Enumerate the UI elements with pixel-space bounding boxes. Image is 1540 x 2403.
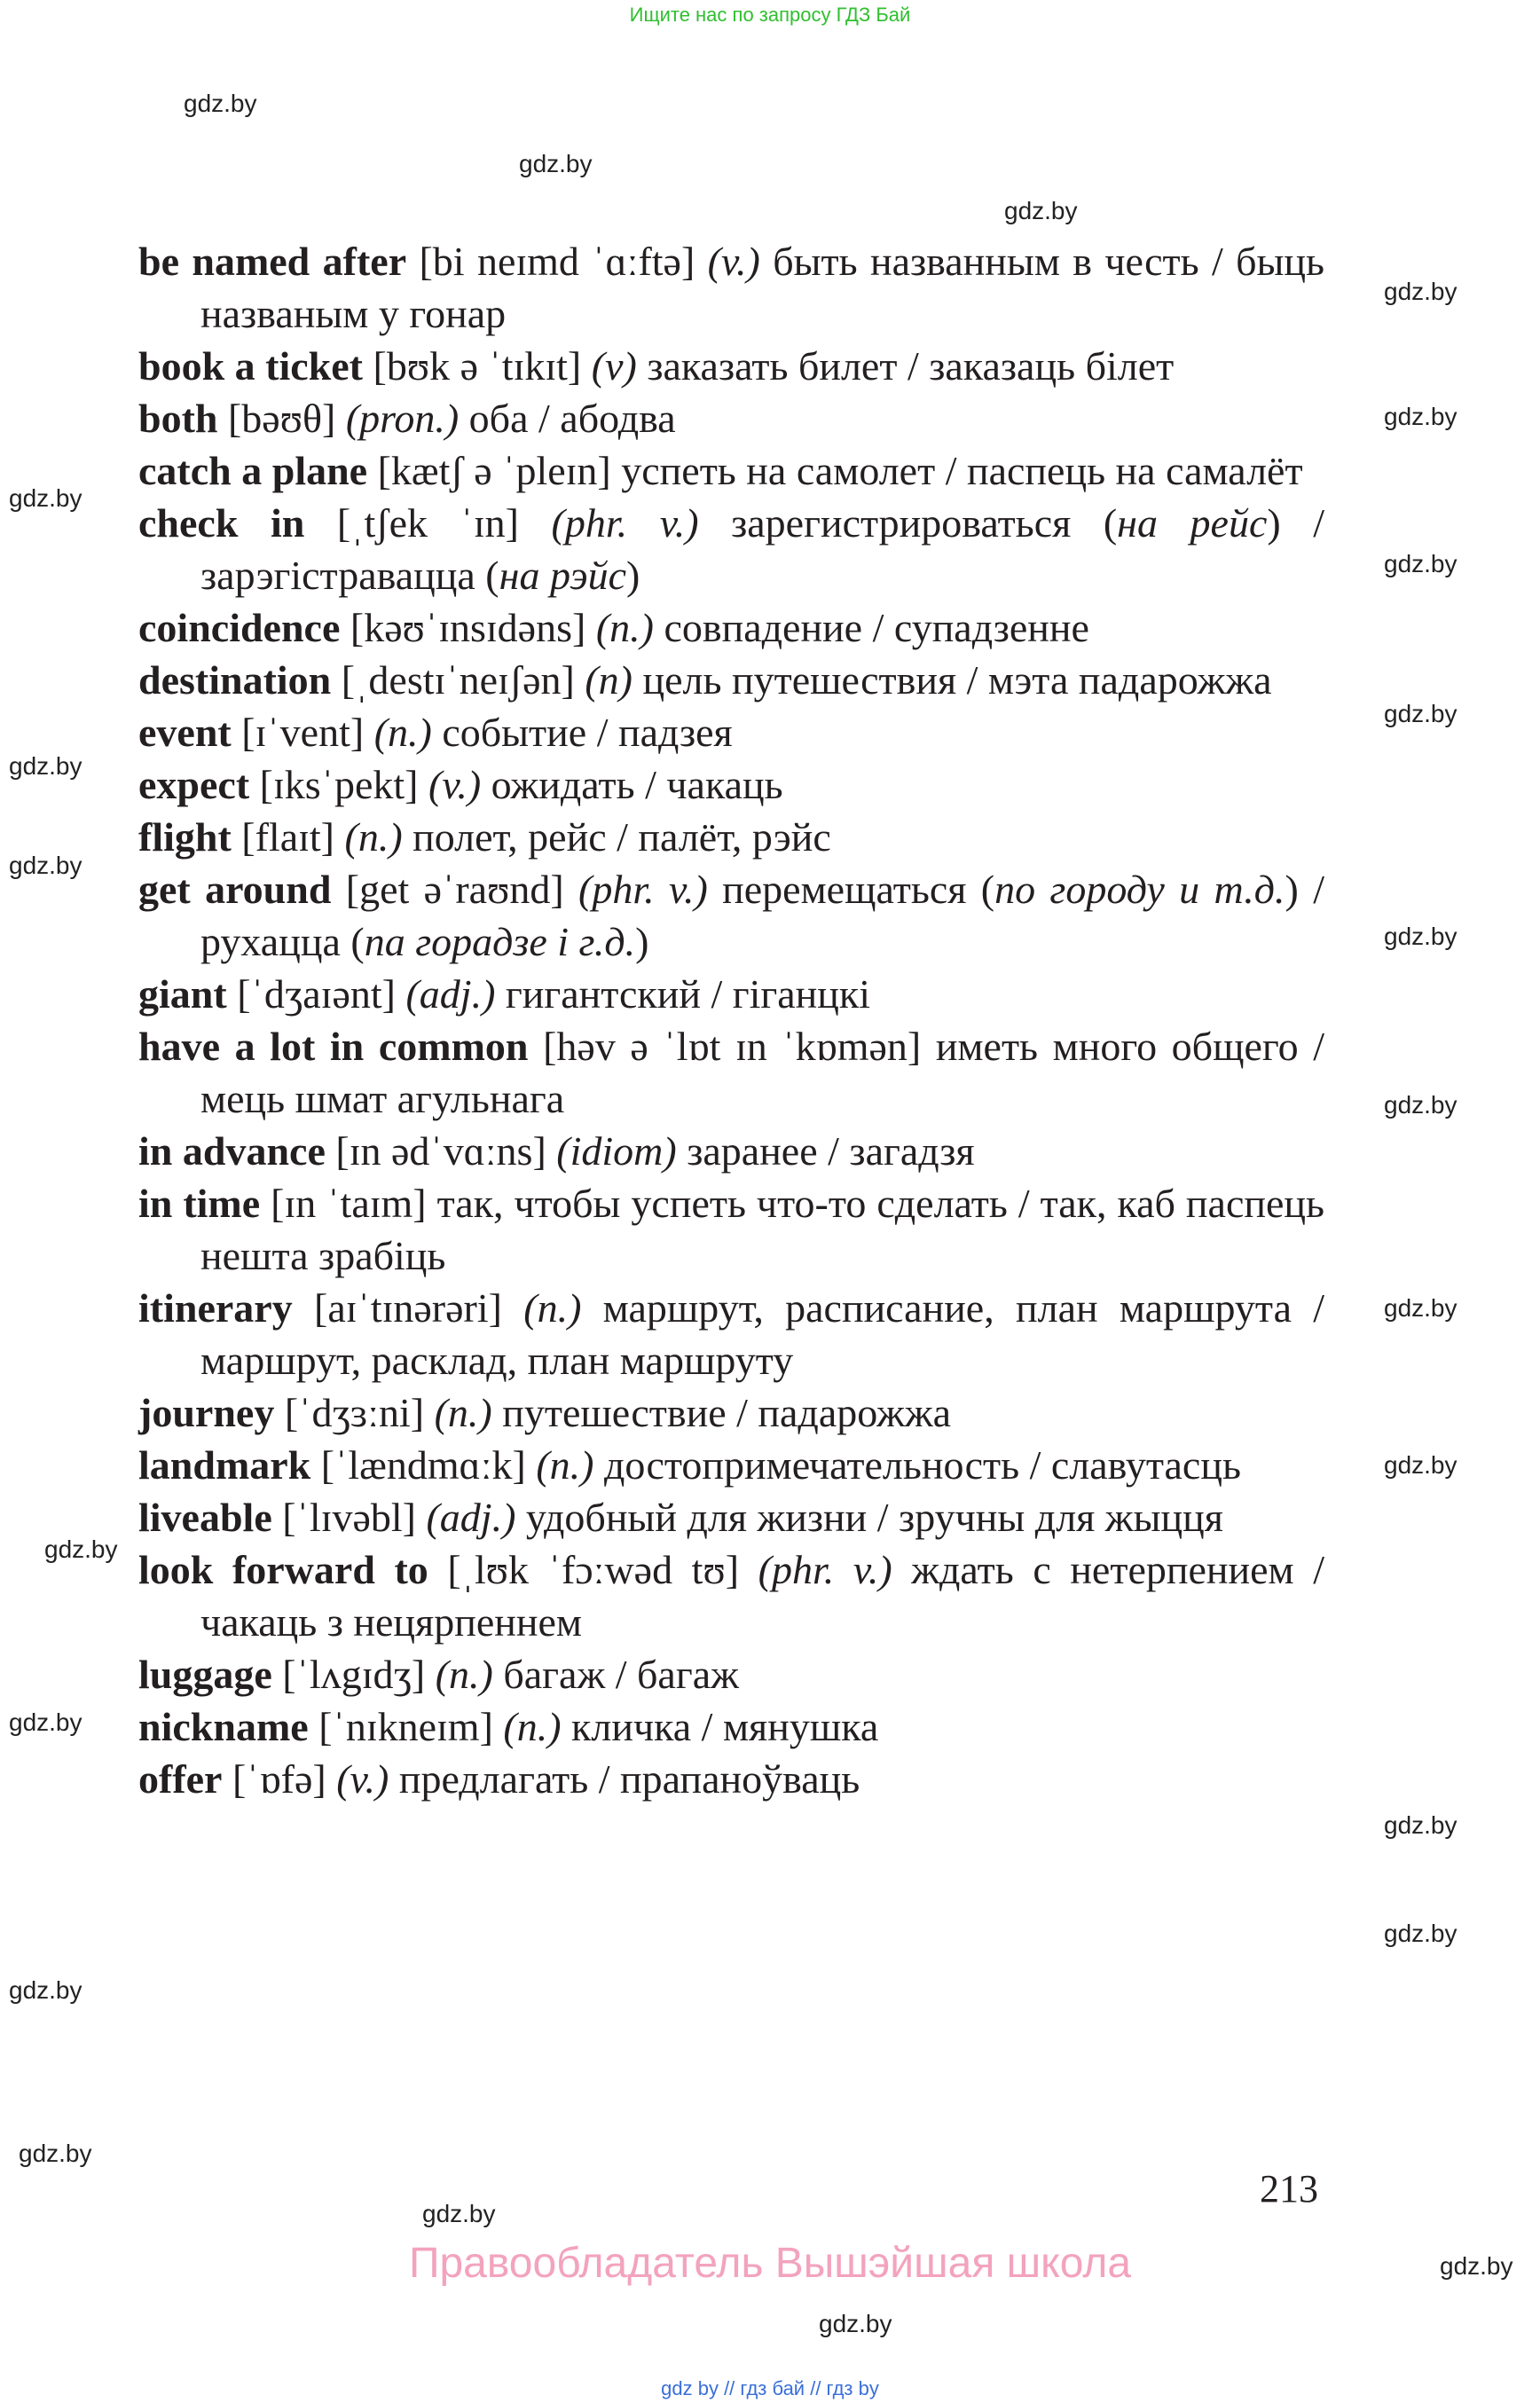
entry-transcription: [ˈlændmɑːk] <box>320 1442 526 1488</box>
watermark: gdz.by <box>9 852 82 879</box>
entry-part-of-speech: (v.) <box>707 239 760 284</box>
entry-translation: иметь много общего / мець шмат агульнага <box>200 1024 1325 1121</box>
entry-term: destination <box>138 657 332 703</box>
entry-translation: так, чтобы успеть что-то сделать / так, каб паспець нешта зрабіць <box>200 1181 1325 1278</box>
entry-part-of-speech: (n) <box>585 657 632 703</box>
glossary-entry <box>138 444 1324 497</box>
entry-translation: на рейс <box>1117 500 1268 546</box>
watermark: gdz.by <box>184 90 257 117</box>
entry-part-of-speech: (n.) <box>523 1285 582 1331</box>
top-banner: Ищите нас по запросу ГДЗ Бай <box>629 4 911 26</box>
entry-translation: достопримечательность / славутасць <box>603 1442 1241 1488</box>
watermark: gdz.by <box>1384 403 1458 430</box>
entry-translation: па горадзе і г.д. <box>364 919 636 964</box>
entry-part-of-speech: (n.) <box>344 814 403 860</box>
entry-translation: на рэйс <box>499 553 627 598</box>
watermark: gdz.by <box>9 1708 82 1736</box>
watermark: gdz.by <box>1384 923 1458 950</box>
glossary-entry <box>138 706 1324 758</box>
entry-translation: ) / зарэгістравацца ( <box>200 500 1325 598</box>
entry-translation: по городу и т.д. <box>994 867 1285 912</box>
entry-term: expect <box>138 762 250 807</box>
glossary-entry <box>138 601 1324 654</box>
watermark: gdz.by <box>1440 2252 1513 2280</box>
entry-term: luggage <box>138 1652 272 1697</box>
entry-transcription: [get əˈraʊnd] <box>345 867 564 912</box>
entry-translation: зарегистрироваться ( <box>731 500 1118 546</box>
entry-translation: предлагать / прапаноўваць <box>398 1756 860 1802</box>
entry-term: coincidence <box>138 605 341 650</box>
entry-translation: перемещаться ( <box>722 867 995 912</box>
entry-translation: ) <box>635 919 649 964</box>
watermark: gdz.by <box>44 1535 118 1563</box>
entry-transcription: [kætʃ ə ˈpleɪn] <box>377 448 611 493</box>
entry-translation: ожидать / чакаць <box>491 762 783 807</box>
entry-translation: цель путешествия / мэта падарожжа <box>642 657 1272 703</box>
entry-transcription: [ˈdʒaɪənt] <box>237 971 396 1017</box>
entry-translation: путешествие / падарожжа <box>502 1390 952 1435</box>
entry-transcription: [ɪn ədˈvɑːns] <box>335 1128 546 1174</box>
watermark: gdz.by <box>19 2140 92 2167</box>
bottom-site-line: gdz by // гдз бай // гдз by <box>661 2377 879 2399</box>
entry-translation: кличка / мянушка <box>571 1704 879 1749</box>
entry-translation: успеть на самолет / паспець на самалёт <box>621 448 1303 493</box>
entry-transcription: [kəʊˈɪnsɪdəns] <box>350 605 586 650</box>
glossary-entry <box>138 1439 1324 1491</box>
entry-term: event <box>138 710 232 755</box>
watermark: gdz.by <box>1384 1294 1458 1322</box>
watermark: gdz.by <box>1384 1811 1458 1839</box>
entry-transcription: [ˈdʒɜːni] <box>284 1390 425 1435</box>
watermark: gdz.by <box>9 1976 82 2004</box>
entry-part-of-speech: (v.) <box>428 762 482 807</box>
entry-part-of-speech: (v.) <box>336 1756 389 1802</box>
entry-transcription: [bi neɪmd ˈɑːftə] <box>419 239 695 284</box>
entry-transcription: [ˈlʌgɪdʒ] <box>282 1652 426 1697</box>
glossary-entry <box>138 1700 1324 1753</box>
entry-part-of-speech: (phr. v.) <box>758 1547 892 1592</box>
entry-part-of-speech: (pron.) <box>345 396 460 441</box>
entry-term: giant <box>138 971 227 1017</box>
entry-translation: оба / абодва <box>468 396 676 441</box>
entry-term: in advance <box>138 1128 326 1174</box>
watermark: gdz.by <box>9 484 82 512</box>
watermark: gdz.by <box>9 752 82 780</box>
entry-part-of-speech: (adj.) <box>426 1495 516 1540</box>
watermark: gdz.by <box>819 2310 892 2337</box>
watermark: gdz.by <box>422 2200 496 2227</box>
watermark: gdz.by <box>519 150 593 177</box>
entry-translation: полет, рейс / палёт, рэйс <box>412 814 831 860</box>
entry-transcription: [ɪˈvent] <box>241 710 365 755</box>
glossary-entry <box>138 758 1324 811</box>
entry-term: journey <box>138 1390 275 1435</box>
entry-transcription: [həv ə ˈlɒt ɪn ˈkɒmən] <box>543 1024 922 1069</box>
entry-part-of-speech: (n.) <box>503 1704 562 1749</box>
glossary-entry <box>138 1491 1324 1543</box>
entry-term: have a lot in common <box>138 1024 529 1069</box>
entry-term: both <box>138 396 218 441</box>
entry-term: check in <box>138 500 305 546</box>
entry-part-of-speech: (n.) <box>434 1390 492 1435</box>
entry-translation: совпадение / супадзенне <box>664 605 1089 650</box>
watermark: gdz.by <box>1384 278 1458 305</box>
glossary-entry <box>138 1543 1324 1648</box>
glossary-entry <box>138 863 1324 968</box>
glossary-entry <box>138 1386 1324 1439</box>
entry-part-of-speech: (n.) <box>435 1652 493 1697</box>
entry-translation: ) <box>626 553 640 598</box>
watermark: gdz.by <box>1384 700 1458 727</box>
entry-part-of-speech: (phr. v.) <box>578 867 708 912</box>
entry-term: look forward to <box>138 1547 428 1592</box>
entry-term: offer <box>138 1756 223 1802</box>
entry-part-of-speech: (idiom) <box>556 1128 677 1174</box>
entry-transcription: [ˈnɪkneɪm] <box>318 1704 493 1749</box>
entry-translation: ждать с нетерпением / чакаць з нецярпеннем <box>200 1547 1325 1645</box>
glossary-entry <box>138 1020 1324 1125</box>
glossary-entry <box>138 1282 1324 1386</box>
glossary-entry <box>138 654 1324 706</box>
entry-translation: багаж / багаж <box>503 1652 739 1697</box>
entry-translation: заказать билет / заказаць білет <box>647 343 1175 389</box>
entry-transcription: [ˌtʃek ˈɪn] <box>336 500 519 546</box>
entry-term: catch a plane <box>138 448 368 493</box>
glossary-entry <box>138 392 1324 444</box>
entry-term: itinerary <box>138 1285 293 1331</box>
entry-part-of-speech: (adj.) <box>405 971 496 1017</box>
entry-translation: гигантский / гіганцкі <box>505 971 871 1017</box>
entry-transcription: [ɪksˈpekt] <box>259 762 419 807</box>
entry-transcription: [flaɪt] <box>241 814 334 860</box>
entry-transcription: [ˈɒfə] <box>232 1756 326 1802</box>
entry-term: book a ticket <box>138 343 363 389</box>
entry-term: in time <box>138 1181 261 1226</box>
entry-term: liveable <box>138 1495 272 1540</box>
entry-part-of-speech: (n.) <box>373 710 432 755</box>
glossary-entry <box>138 811 1324 863</box>
glossary-entry <box>138 1648 1324 1700</box>
glossary-entry <box>138 1177 1324 1282</box>
entry-translation: событие / падзея <box>442 710 733 755</box>
page-number: 213 <box>1260 2167 1318 2211</box>
entry-translation: заранее / загадзя <box>687 1128 975 1174</box>
watermark: gdz.by <box>1384 550 1458 577</box>
watermark: gdz.by <box>1384 1920 1458 1947</box>
watermark: gdz.by <box>1384 1091 1458 1119</box>
entry-term: landmark <box>138 1442 311 1488</box>
glossary-list <box>138 235 1324 1805</box>
entry-term: flight <box>138 814 232 860</box>
copyright-footer: Правообладатель Вышэйшая школа <box>408 2240 1132 2287</box>
entry-transcription: [ˌdestɪˈneɪʃən] <box>341 657 575 703</box>
entry-translation: быть названным в честь / быць названым у гонар <box>200 239 1325 336</box>
entry-transcription: [aɪˈtɪnərəri] <box>314 1285 502 1331</box>
entry-term: be named after <box>138 239 407 284</box>
glossary-entry <box>138 497 1324 601</box>
entry-part-of-speech: (phr. v.) <box>551 500 699 546</box>
watermark: gdz.by <box>1384 1451 1458 1479</box>
entry-translation: ) / рухацца ( <box>200 867 1324 964</box>
entry-transcription: [ɪn ˈtaɪm] <box>271 1181 427 1226</box>
entry-transcription: [bəʊθ] <box>227 396 336 441</box>
entry-transcription: [ˌlʊk ˈfɔːwəd tʊ] <box>447 1547 740 1592</box>
entry-part-of-speech: (n.) <box>595 605 654 650</box>
entry-translation: удобный для жизни / зручны для жыцця <box>525 1495 1223 1540</box>
glossary-entry <box>138 235 1324 340</box>
entry-term: nickname <box>138 1704 309 1749</box>
entry-part-of-speech: (n.) <box>536 1442 594 1488</box>
entry-transcription: [bʊk ə ˈtɪkɪt] <box>373 343 582 389</box>
entry-term: get around <box>138 867 332 912</box>
entry-part-of-speech: (v) <box>591 343 637 389</box>
watermark: gdz.by <box>1004 197 1078 224</box>
entry-transcription: [ˈlɪvəbl] <box>282 1495 416 1540</box>
glossary-entry <box>138 968 1324 1020</box>
entry-translation: маршрут, расписание, план маршрута / маршрут, расклад, план маршруту <box>200 1285 1325 1383</box>
glossary-entry <box>138 340 1324 392</box>
glossary-entry <box>138 1753 1324 1805</box>
glossary-entry <box>138 1125 1324 1177</box>
